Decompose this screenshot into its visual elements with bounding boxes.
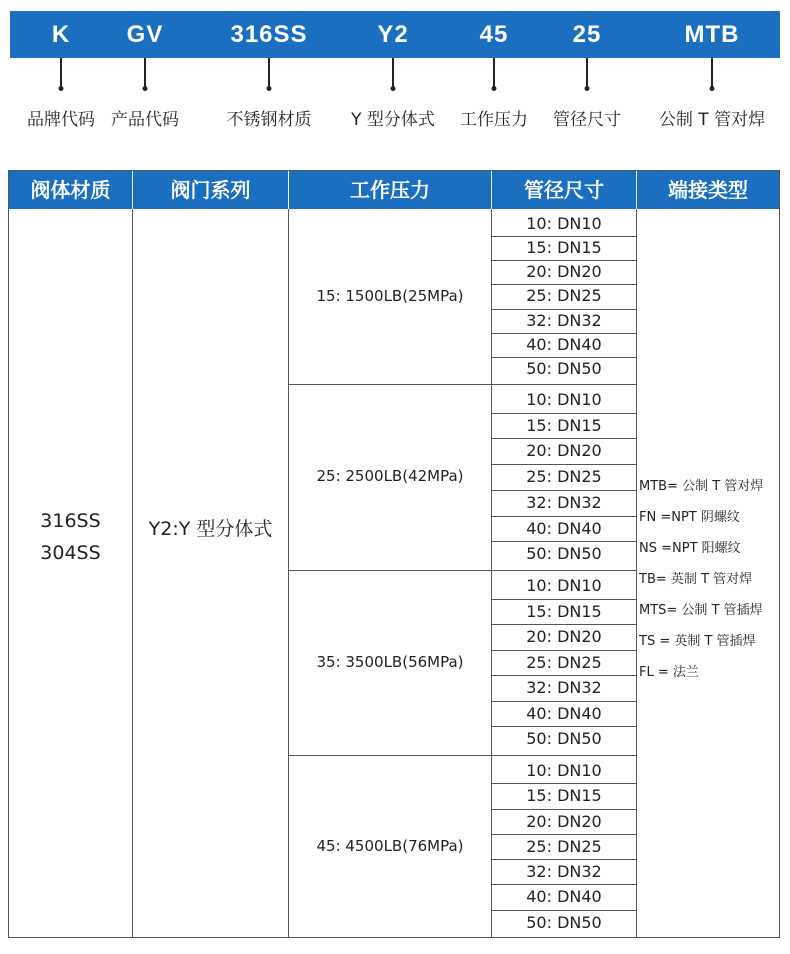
leader-line [60, 58, 62, 88]
size-row: 50: DN50 [526, 358, 602, 378]
model-code-4: 45 [479, 21, 509, 48]
size-row: 40: DN40 [526, 703, 602, 723]
end-type-fl: FL = 法兰 [639, 665, 699, 680]
size-row: 10: DN10 [526, 390, 602, 409]
leader-dot [59, 86, 64, 91]
leader-line [586, 58, 588, 88]
end-type-tb: TB= 英制 T 管对焊 [639, 572, 753, 587]
group-divider [289, 755, 636, 756]
size-row: 25: DN25 [526, 652, 602, 672]
leader-dot [267, 86, 272, 91]
size-row: 25: DN25 [526, 286, 602, 306]
model-code-label-1: 产品代码 [111, 110, 179, 130]
header-end-type: 端接类型 [637, 171, 779, 209]
pressure-cell-0: 15: 1500LB(25MPa) [316, 286, 464, 305]
size-row: 10: DN10 [526, 214, 602, 233]
model-code-5: 25 [572, 21, 602, 48]
size-row: 32: DN32 [526, 492, 602, 512]
material-304ss: 304SS [40, 542, 101, 564]
model-code-label-4: 工作压力 [460, 110, 528, 130]
size-row: 10: DN10 [526, 576, 602, 595]
size-row: 50: DN50 [526, 729, 602, 749]
column-divider [132, 209, 133, 937]
size-row: 15: DN15 [526, 786, 602, 806]
leader-line [268, 58, 270, 88]
size-row: 25: DN25 [526, 467, 602, 487]
group-divider [289, 570, 636, 571]
group-divider [289, 384, 636, 385]
model-code-1: GV [126, 21, 164, 48]
header-pressure: 工作压力 [289, 171, 491, 209]
size-row: 32: DN32 [526, 678, 602, 698]
size-row: 40: DN40 [526, 334, 602, 354]
leader-line [392, 58, 394, 88]
leader-dot [585, 86, 590, 91]
size-row: 50: DN50 [526, 912, 602, 932]
spec-table [8, 170, 780, 938]
end-type-list [639, 471, 779, 688]
model-code-label-5: 管径尺寸 [553, 110, 621, 130]
size-row: 20: DN20 [526, 262, 602, 282]
leader-dot [492, 86, 497, 91]
pressure-cell-1: 25: 2500LB(42MPa) [316, 467, 464, 485]
size-row: 40: DN40 [526, 518, 602, 538]
material-316ss: 316SS [40, 510, 101, 532]
leader-line [711, 58, 713, 88]
leader-dot [391, 86, 396, 91]
pressure-cell-3: 45: 4500LB(76MPa) [316, 836, 464, 855]
end-type-mtb: MTB= 公制 T 管对焊 [639, 479, 764, 494]
model-code-label-6: 公制 T 管对焊 [658, 110, 766, 130]
header-size: 管径尺寸 [492, 171, 636, 209]
model-code-6: MTB [684, 21, 740, 48]
size-row: 20: DN20 [526, 441, 602, 461]
size-row: 20: DN20 [526, 627, 602, 647]
size-row: 40: DN40 [526, 887, 602, 907]
size-row: 15: DN15 [526, 415, 602, 435]
leader-dot [710, 86, 715, 91]
size-row: 10: DN10 [526, 761, 602, 780]
leader-line [493, 58, 495, 88]
size-row: 50: DN50 [526, 544, 602, 564]
header-series: 阀门系列 [133, 171, 288, 209]
size-row: 32: DN32 [526, 310, 602, 330]
model-code-2: 316SS [230, 21, 308, 48]
end-type-fn: FN =NPT 阴螺纹 [639, 510, 740, 525]
model-code-label-3: Y 型分体式 [351, 110, 435, 130]
series-cell: Y2:Y 型分体式 [148, 518, 273, 540]
pressure-cell-2: 35: 3500LB(56MPa) [316, 652, 464, 671]
size-row: 20: DN20 [526, 811, 602, 831]
column-divider [636, 209, 637, 937]
size-row: 15: DN15 [526, 601, 602, 621]
material-cell [9, 505, 132, 569]
leader-line [144, 58, 146, 88]
end-type-ns: NS =NPT 阳螺纹 [639, 541, 741, 556]
size-row: 32: DN32 [526, 862, 602, 882]
leader-dot [143, 86, 148, 91]
model-code-label-2: 不锈钢材质 [226, 110, 312, 130]
model-code-3: Y2 [377, 21, 409, 48]
model-code-0: K [51, 21, 71, 48]
end-type-ts: TS = 英制 T 管插焊 [639, 634, 756, 649]
size-row: 15: DN15 [526, 238, 602, 258]
column-divider [288, 209, 289, 937]
model-code-label-0: 品牌代码 [27, 110, 95, 130]
header-material: 阀体材质 [9, 171, 132, 209]
end-type-mts: MTS= 公制 T 管插焊 [639, 603, 763, 618]
size-row: 25: DN25 [526, 836, 602, 856]
